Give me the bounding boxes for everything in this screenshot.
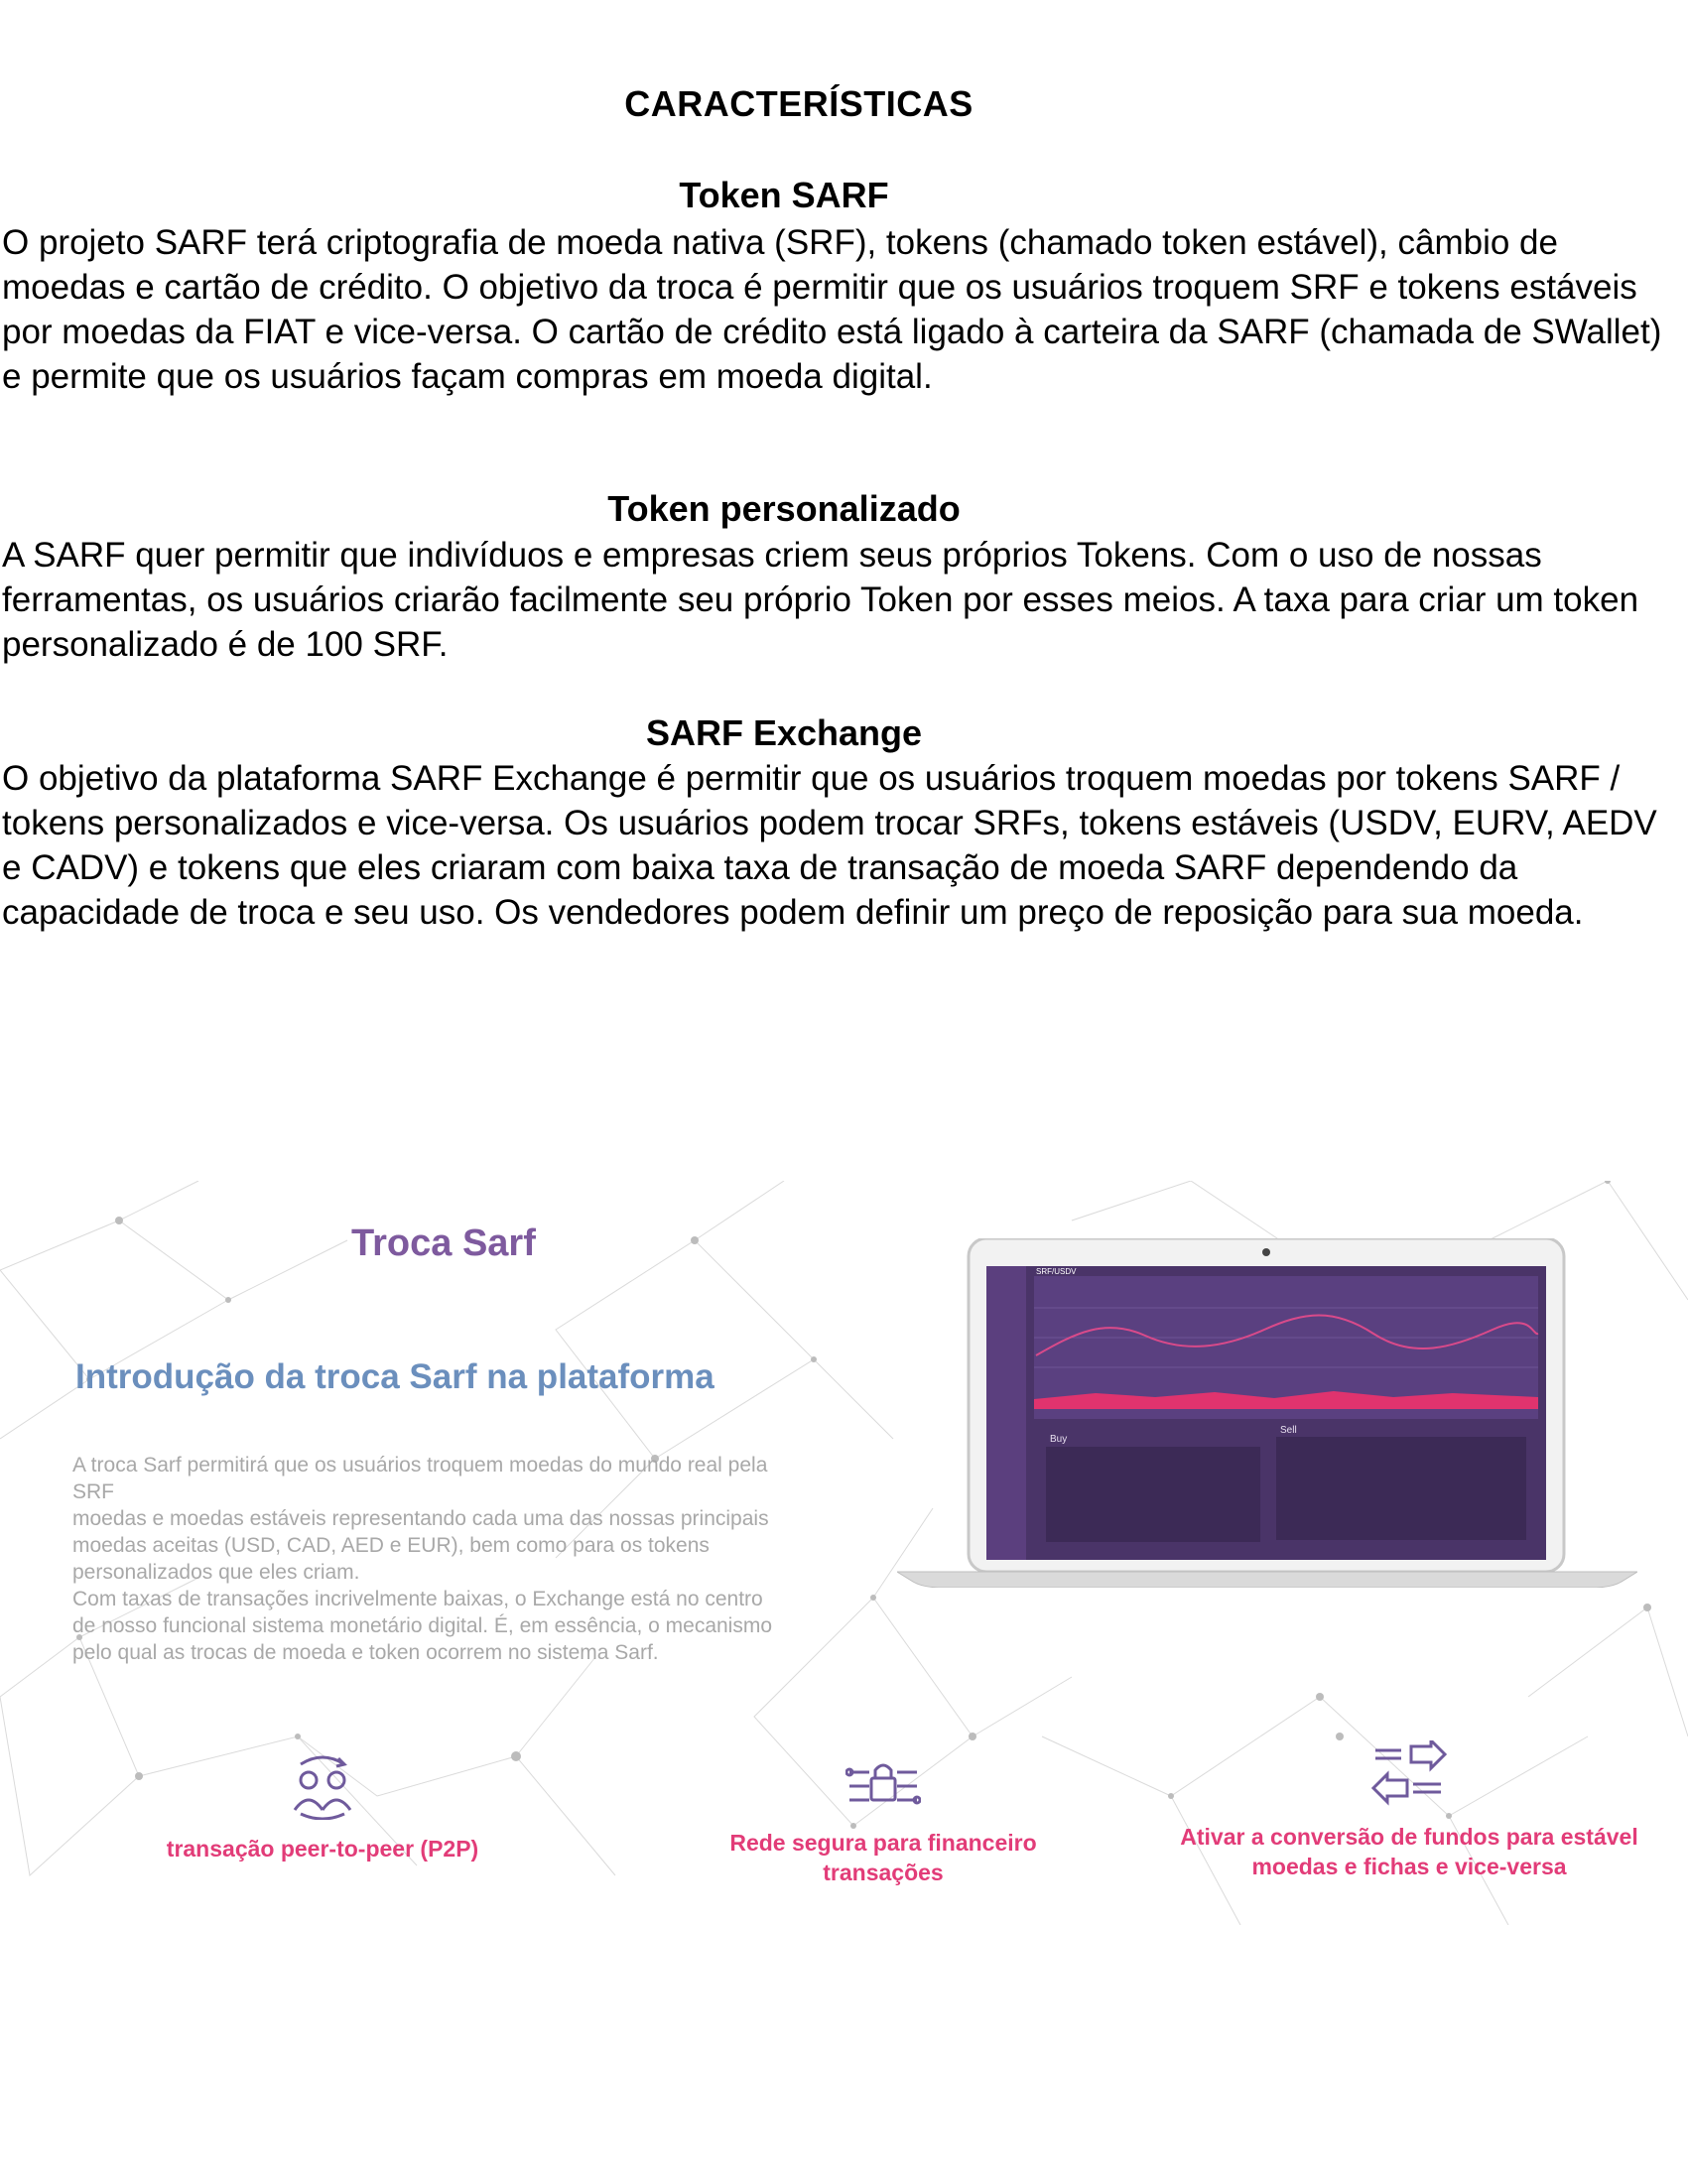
laptop-exchange-mockup	[897, 1238, 1637, 1588]
promo-title: Troca Sarf	[351, 1222, 536, 1264]
feature-label: Rede segura para financeiro	[729, 1830, 1037, 1856]
section-heading-custom-token: Token personalizado	[607, 488, 961, 529]
users-exchange-icon	[287, 1752, 358, 1820]
feature-label: transações	[823, 1860, 944, 1885]
feature-p2p	[149, 1752, 496, 1863]
page-title: CARACTERÍSTICAS	[624, 83, 974, 124]
promo-description-line: A troca Sarf permitirá que os usuários troquem moedas do mundo real pela SRF	[72, 1454, 768, 1503]
screen-pair-label: SRF/USDV	[1036, 1267, 1077, 1276]
promo-subtitle: Introdução da troca Sarf na plataforma	[75, 1357, 714, 1396]
feature-secure-network	[685, 1752, 1082, 1887]
feature-label: transação peer-to-peer (P2P)	[166, 1836, 479, 1862]
feature-label: moedas e fichas e vice-versa	[1251, 1854, 1567, 1879]
sarf-exchange-infographic	[0, 1181, 1688, 1925]
promo-description-line: Com taxas de transações incrivelmente baixas, o Exchange está no centro de nosso funcional sistema monetário digital. É, em essência, o mecanismo pelo qual as trocas de moeda e token ocorrem no sistema Sarf.	[72, 1588, 773, 1664]
screen-sell-label: Sell	[1280, 1425, 1297, 1436]
conversion-arrows-icon	[1371, 1740, 1447, 1806]
section-body-token-sarf: O projeto SARF terá criptografia de moeda nativa (SRF), tokens (chamado token estável), câmbio de moedas e cartão de crédito. O objetivo da troca é permitir que os usuários troquem SRF e tokens estáveis por moedas da FIAT e vice-versa. O cartão de crédito está ligado à carteira da SARF (chamada de SWallet) e permite que os usuários façam compras em moeda digital.	[2, 223, 1662, 396]
promo-description-line: moedas e moedas estáveis representando cada uma das nossas principais moedas aceitas (USD, CAD, AED e EUR), bem como para os tokens personalizados que eles criam.	[72, 1507, 769, 1584]
section-body-sarf-exchange: O objetivo da plataforma SARF Exchange é permitir que os usuários troquem moedas por tokens SARF / tokens personalizados e vice-versa. Os usuários podem trocar SRFs, tokens estáveis (USDV, EURV, AEDV e CADV) e tokens que eles criaram com baixa taxa de transação de moeda SARF dependendo da capacidade de troca e seu uso. Os vendedores podem definir um preço de reposição para sua moeda.	[2, 759, 1657, 932]
section-heading-sarf-exchange: SARF Exchange	[645, 712, 923, 753]
section-heading-token-sarf: Token SARF	[679, 175, 889, 215]
promo-description	[72, 1452, 787, 1666]
screen-buy-label: Buy	[1050, 1434, 1068, 1445]
secure-network-lock-icon	[845, 1752, 921, 1816]
feature-conversion	[1131, 1740, 1687, 1881]
feature-label: Ativar a conversão de fundos para estável	[1180, 1824, 1638, 1850]
section-body-custom-token: A SARF quer permitir que indivíduos e empresas criem seus próprios Tokens. Com o uso de nossas ferramentas, os usuários criarão facilmente seu próprio Token por esses meios. A taxa para criar um token personalizado é de 100 SRF.	[2, 536, 1639, 664]
